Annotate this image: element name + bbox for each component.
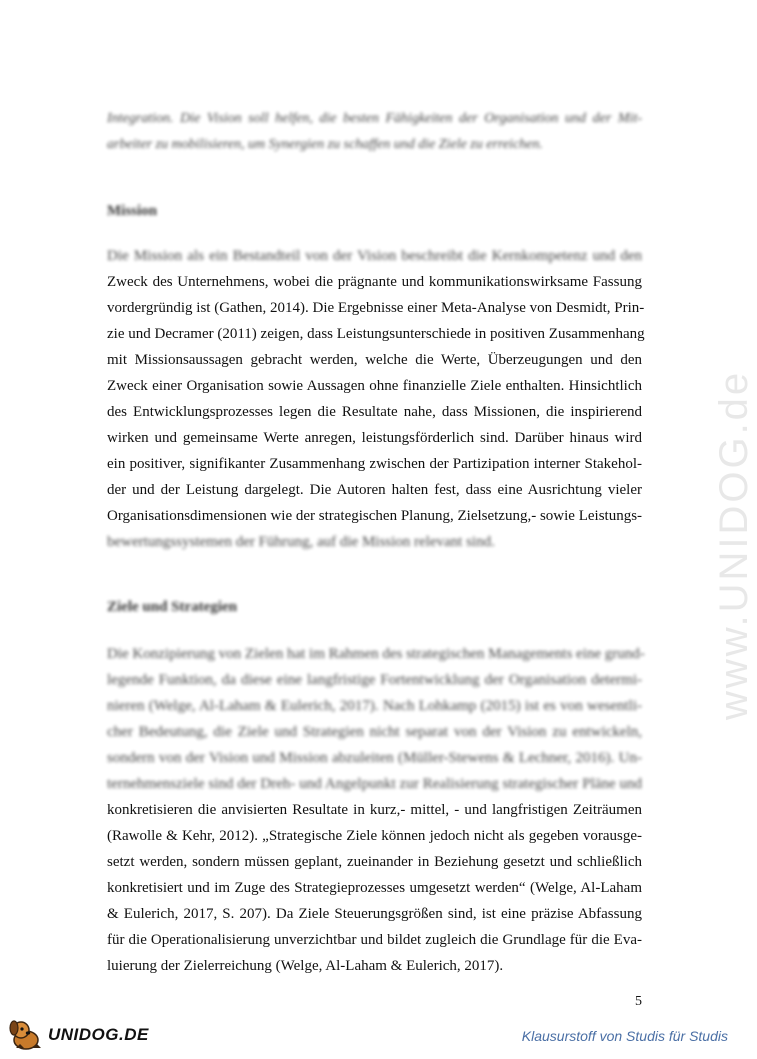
text-line: setzt werden, sondern müssen geplant, zueinander in Beziehung gesetzt und schließlich xyxy=(107,854,642,870)
text-line: der und der Leistung dargelegt. Die Autoren halten fest, dass eine Ausrichtung vieler xyxy=(107,482,642,498)
text-line: mit Missionsaussagen gebracht werden, welche die Werte, Überzeugungen und den xyxy=(107,352,642,368)
text-line: ein positiver, signifikanter Zusammenhang zwischen der Partizipation interner Stakehol- xyxy=(107,456,642,472)
blurred-line: ternehmensziele sind der Dreh- und Angelpunkt zur Realisierung strategischer Pläne und xyxy=(107,776,642,792)
blurred-line: nieren (Welge, Al-Laham & Eulerich, 2017). Nach Lohkamp (2015) ist es von wesentli- xyxy=(107,698,642,714)
text-line: & Eulerich, 2017, S. 207). Da Ziele Steuerungsgrößen sind, ist eine präzise Abfassung xyxy=(107,906,642,922)
text-line: für die Operationalisierung unverzichtbar und bildet zugleich die Grundlage für die Eva- xyxy=(107,932,642,948)
text-line: vordergründig ist (Gathen, 2014). Die Ergebnisse einer Meta-Analyse von Desmidt, Prin- xyxy=(107,300,645,316)
paragraph-mission xyxy=(107,243,645,555)
blurred-line: Integration. Die Vision soll helfen, die besten Fähigkeiten der Organisation und der Mit- xyxy=(107,111,642,126)
logo-text: UNIDOG.DE xyxy=(48,1025,149,1044)
section-heading-mission: Mission xyxy=(107,203,158,219)
blurred-line: arbeiter zu mobilisieren, um Synergien zu schaffen und die Ziele zu erreichen. xyxy=(107,137,543,152)
blurred-line: sondern von der Vision und Mission abzuleiten (Müller-Stewens & Lechner, 2016). Un- xyxy=(107,750,642,766)
text-line: Organisationsdimensionen wie der strategischen Planung, Zielsetzung,- sowie Leistungs- xyxy=(107,508,643,524)
text-line: konkretisiert und im Zuge des Strategieprozesses umgesetzt werden“ (Welge, Al-Laham xyxy=(107,880,642,896)
section-heading-goals: Ziele und Strategien xyxy=(107,599,237,615)
text-line: konkretisieren die anvisierten Resultate in kurz,- mittel, - und langfristigen Zeiträumen xyxy=(107,802,642,818)
unidog-logo[interactable] xyxy=(8,1021,149,1049)
blurred-line: bewertungssystemen der Führung, auf die Mission relevant sind. xyxy=(107,534,495,550)
text-line: wirken und gemeinsame Werte anregen, leistungsförderlich sind. Darüber hinaus wird xyxy=(107,430,642,446)
watermark: www.UNIDOG.de xyxy=(712,369,756,720)
text-line: luierung der Zielerreichung (Welge, Al-Laham & Eulerich, 2017). xyxy=(107,958,504,974)
text-line: Zweck des Unternehmens, wobei die prägnante und kommunikationswirksame Fassung xyxy=(107,274,642,290)
blurred-line: legende Funktion, da diese eine langfristige Fortentwicklung der Organisation determi- xyxy=(107,672,642,688)
text-line: zie und Decramer (2011) zeigen, dass Leistungsunterschiede in positiven Zusammenhang xyxy=(107,326,645,342)
blurred-intro-paragraph xyxy=(107,106,642,158)
text-line: (Rawolle & Kehr, 2012). „Strategische Ziele können jedoch nicht als gegeben vorausge- xyxy=(107,828,642,844)
text-line: des Entwicklungsprozesses legen die Resultate nahe, dass Missionen, die inspirierend xyxy=(107,404,642,420)
blurred-line: Die Konzipierung von Zielen hat im Rahmen des strategischen Managements eine grund- xyxy=(107,646,645,662)
page-number: 5 xyxy=(635,994,642,1009)
text-line: Zweck einer Organisation sowie Aussagen ohne finanzielle Ziele enthalten. Hinsichtlich xyxy=(107,378,642,394)
footer-tagline: Klausurstoff von Studis für Studis xyxy=(521,1028,728,1044)
blurred-line: Die Mission als ein Bestandteil von der Vision beschreibt die Kernkompetenz und den xyxy=(107,248,642,264)
paragraph-goals xyxy=(107,641,645,979)
blurred-line: cher Bedeutung, die Ziele und Strategien nicht separat von der Vision zu entwickeln, xyxy=(107,724,642,740)
